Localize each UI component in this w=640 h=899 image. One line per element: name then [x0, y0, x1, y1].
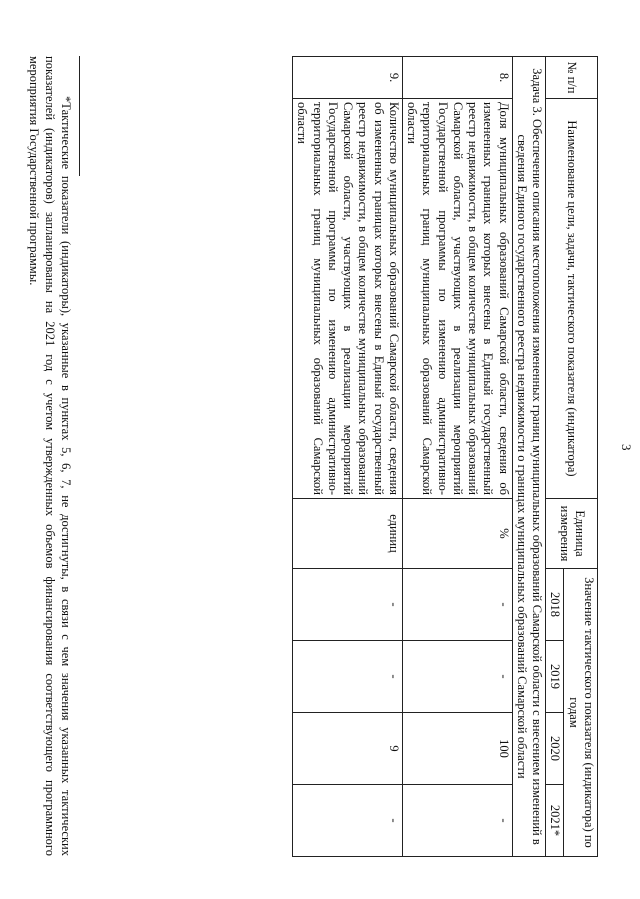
task-row [512, 57, 546, 857]
value-2020: 9 [293, 713, 403, 785]
value-2018: - [293, 569, 403, 641]
header-unit: Единица измерения [546, 499, 598, 569]
value-2020: 100 [403, 713, 513, 785]
value-2019: - [293, 641, 403, 713]
row-number: 9. [293, 57, 403, 99]
header-values: Значение тактического показателя (индикатора) по годам [564, 569, 598, 857]
header-year: 2018 [546, 569, 564, 641]
header-row [564, 57, 598, 857]
indicators-table [292, 56, 598, 857]
value-2021: - [403, 785, 513, 857]
indicator-unit: % [403, 499, 513, 569]
value-2019: - [403, 641, 513, 713]
table-row [293, 57, 403, 857]
footnote-divider [79, 56, 80, 176]
header-year: 2021* [546, 785, 564, 857]
row-number: 8. [403, 57, 513, 99]
header-num: № п/п [546, 57, 598, 99]
task-title: Задача 3. Обеспечение описания местоположения измененных границ муниципальных образований Самарской области с внесением изменений в сведения Единого государственного реестра недвижимости о границах муниципальных образований Самарской области [512, 57, 546, 857]
footnote: *Тактические показатели (индикаторы), указанные в пунктах 5, 6, 7, не достигнуты, в связи с чем значения указанных тактических показателей (индикаторов) запланированы на 2021 год с учетом утвержденных объемов финансирования соответствующего программного мероприятия Государственной программы. [27, 56, 73, 856]
value-2021: - [293, 785, 403, 857]
header-year: 2020 [546, 713, 564, 785]
table-row [403, 57, 513, 857]
page-number: 3 [619, 444, 634, 451]
indicator-unit: единиц [293, 499, 403, 569]
value-2018: - [403, 569, 513, 641]
indicator-name: Количество муниципальных образований Самарской области, сведения об измененных границах которых внесены в Единый государственный реестр недвижимости, в общем количестве муниципальных образований Самарской области, участвующих в реализации мероприятий Государственной программы по изменению административно-территориальных границ муниципальных образований Самарской области [293, 99, 403, 499]
header-year: 2019 [546, 641, 564, 713]
indicator-name: Доля муниципальных образований Самарской области, сведения об измененных границах которых внесены в Единый государственный реестр недвижимости, в общем количестве муниципальных образований Самарской области, участвующих в реализации мероприятий Государственной программы по изменению административно-территориальных границ муниципальных образований Самарской области [403, 99, 513, 499]
header-name: Наименование цели, задачи, тактического показателя (индикатора) [546, 99, 598, 499]
